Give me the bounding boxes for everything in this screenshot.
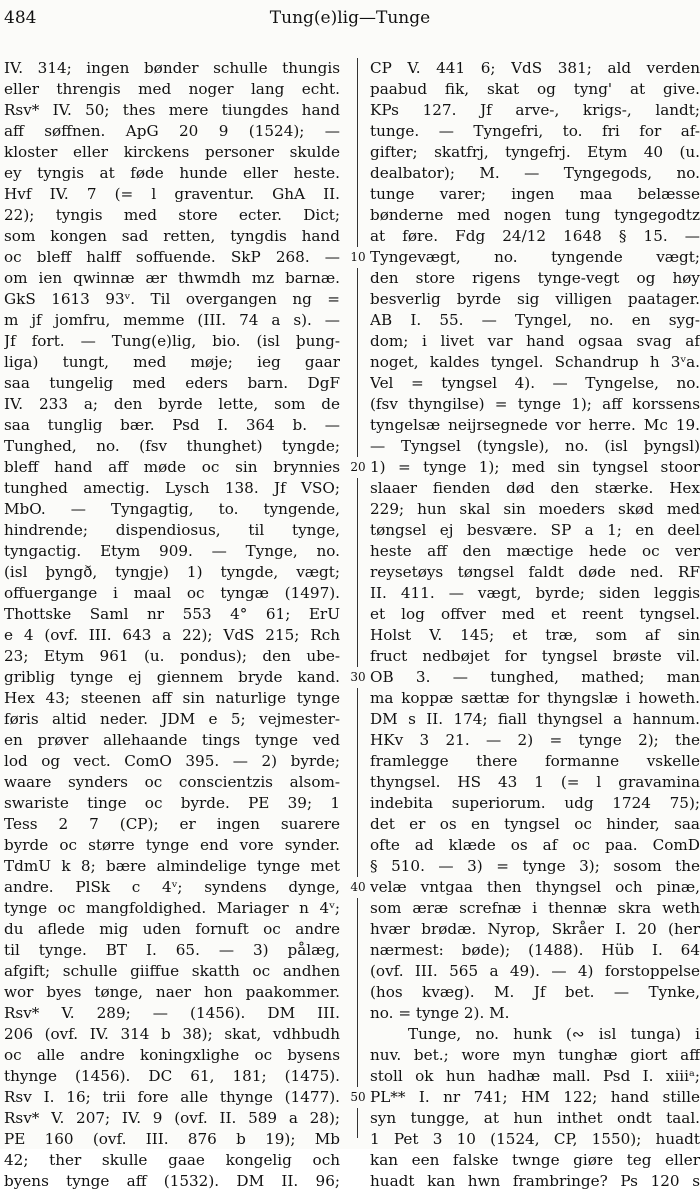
text-line: Rsv* IV. 50; thes mere tiungdes hand [4, 101, 340, 119]
text-line: en prøver allehaande tings tynge ved [4, 731, 340, 749]
text-line: dealbator); M. — Tyngegods, no. [370, 164, 700, 182]
text-line: wor byes tønge, naer hon paakommer. [4, 983, 340, 1001]
text-line: heste aff den mæctige hede oc ver [370, 542, 700, 560]
text-line: liga) tungt, med møje; ieg gaar [4, 353, 340, 371]
text-line: det er os en tyngsel oc hinder, saa [370, 815, 700, 833]
line-number: 30 [347, 667, 369, 688]
text-line: OB 3. — tunghed, mathed; man [370, 668, 700, 686]
text-line: tunge varer; ingen maa belæsse [370, 185, 700, 203]
text-line: føris altid neder. JDM e 5; vejmester- [4, 710, 340, 728]
text-line: Vel = tyngsel 4). — Tyngelse, no. [370, 374, 700, 392]
text-line: tyngactig. Etym 909. — Tynge, no. [4, 542, 340, 560]
text-line: afgift; schulle giiffue skatth oc andhen [4, 962, 340, 980]
text-line: saa tunglig bær. Psd I. 364 b. — [4, 416, 340, 434]
text-line: som kongen sad retten, tyngdis hand [4, 227, 340, 245]
text-line: 22); tyngis med store ecter. Dict; [4, 206, 340, 224]
text-line: Thottske Saml nr 553 4° 61; ErU [4, 605, 340, 623]
line-number: 20 [347, 457, 369, 478]
line-number: 40 [347, 877, 369, 898]
text-line: TdmU k 8; bære almindelige tynge met [4, 857, 340, 875]
text-line: byrde oc større tynge end vore synder. [4, 836, 340, 854]
text-line: Hex 43; steenen aff sin naturlige tynge [4, 689, 340, 707]
text-line: stoll ok hun hadhæ mall. Psd I. xiiiᵃ; [370, 1067, 700, 1085]
text-line: gifter; skatfrj, tyngefrj. Etym 40 (u. [370, 143, 700, 161]
text-line: DM s II. 174; fiall thyngsel a hannum. [370, 710, 700, 728]
text-line: hvær brødæ. Nyrop, Skråer I. 20 (her [370, 920, 700, 938]
text-line: — Tyngsel (tyngsle), no. (isl þyngsl) [370, 437, 700, 455]
text-line: Tunghed, no. (fsv thunghet) tyngde; [4, 437, 340, 455]
text-line: dom; i livet var hand ogsaa svag af [370, 332, 700, 350]
text-line: Rsv I. 16; trii fore alle thynge (1477). [4, 1088, 340, 1106]
running-head: Tung(e)lig—Tunge [269, 8, 431, 28]
text-line: syn tungge, at hun inthet ondt taal. [370, 1109, 700, 1127]
right-column [370, 58, 700, 1192]
text-line: tunghed amectig. Lysch 138. Jf VSO; [4, 479, 340, 497]
line-number: 50 [347, 1087, 369, 1108]
text-line: griblig tynge ej giennem bryde kand. [4, 668, 340, 686]
text-line: et log offver med et reent tyngsel. [370, 605, 700, 623]
text-line: 42; ther skulle gaae kongelig och [4, 1151, 340, 1169]
text-line: ofte ad klæde os af oc paa. ComD [370, 836, 700, 854]
text-line: nærmest: bøde); (1488). Hüb I. 64 [370, 941, 700, 959]
text-line: paabud fik, skat og tyng' at give. [370, 80, 700, 98]
text-line: aff søffnen. ApG 20 9 (1524); — [4, 122, 340, 140]
text-line: HKv 3 21. — 2) = tynge 2); the [370, 731, 700, 749]
text-line: Tess 2 7 (CP); er ingen suarere [4, 815, 340, 833]
text-line: Rsv* V. 289; — (1456). DM III. [4, 1004, 340, 1022]
text-line: Jf fort. — Tung(e)lig, bio. (isl þung- [4, 332, 340, 350]
text-line: PE 160 (ovf. III. 876 b 19); Mb [4, 1130, 340, 1148]
text-line: (ovf. III. 565 a 49). — 4) forstoppelse [370, 962, 700, 980]
text-line: velæ vntgaa then thyngsel och pinæ, [370, 878, 700, 896]
text-line: hindrende; dispendiosus, til tynge, [4, 521, 340, 539]
text-line: 23; Etym 961 (u. pondus); den ube- [4, 647, 340, 665]
text-line: GkS 1613 93ᵛ. Til overgangen ng = [4, 290, 340, 308]
text-line: Tyngevægt, no. tyngende vægt; [370, 248, 700, 266]
text-line: huadt kan hwn frambringe? Ps 120 s [370, 1172, 700, 1190]
text-line: indebita superiorum. udg 1724 75); [370, 794, 700, 812]
text-line: offuergange i maal oc tyngæ (1497). [4, 584, 340, 602]
text-line: 206 (ovf. IV. 314 b 38); skat, vdhbudh [4, 1025, 340, 1043]
text-line: AB I. 55. — Tyngel, no. en syg- [370, 311, 700, 329]
text-line: tunge. — Tyngefri, to. fri for af- [370, 122, 700, 140]
text-line: (hos kvæg). M. Jf bet. — Tynke, [370, 983, 700, 1001]
text-line: MbO. — Tyngagtig, to. tyngende, [4, 500, 340, 518]
text-line: bønderne med nogen tung tyngegodtz [370, 206, 700, 224]
page-number: 484 [4, 8, 37, 28]
text-line: eller threngis med noger lang echt. [4, 80, 340, 98]
text-line: Hvf IV. 7 (= l graventur. GhA II. [4, 185, 340, 203]
text-line: tyngelsæ neijrsegnede vor herre. Mc 19. [370, 416, 700, 434]
text-line: 229; hun skal sin moeders skød med [370, 500, 700, 518]
text-line: 1 Pet 3 10 (1524, CP, 1550); huadt [370, 1130, 700, 1148]
text-line: at føre. Fdg 24/12 1648 § 15. — [370, 227, 700, 245]
text-line: PL** I. nr 741; HM 122; hand stille [370, 1088, 700, 1106]
text-line: kan een falske twnge giøre teg eller [370, 1151, 700, 1169]
text-line: den store rigens tynge-vegt og høy [370, 269, 700, 287]
text-line: oc alle andre koningxlighe oc bysens [4, 1046, 340, 1064]
text-line: bleff hand aff møde oc sin brynnies [4, 458, 340, 476]
text-line: KPs 127. Jf arve-, krigs-, landt; [370, 101, 700, 119]
text-line: IV. 233 a; den byrde lette, som de [4, 395, 340, 413]
text-line: waare synders oc conscientzis alsom- [4, 773, 340, 791]
text-line: besverlig byrde sig villigen paatager. [370, 290, 700, 308]
text-line: om ien qwinnæ ær thwmdh mz barnæ. [4, 269, 340, 287]
text-line: II. 411. — vægt, byrde; siden leggis [370, 584, 700, 602]
text-line: m jf jomfru, memme (III. 74 a s). — [4, 311, 340, 329]
text-line: thyngsel. HS 43 1 (= l gravamina [370, 773, 700, 791]
text-line: andre. PlSk c 4ᵛ; syndens dynge, [4, 878, 340, 896]
text-line: tynge oc mangfoldighed. Mariager n 4ᵛ; [4, 899, 340, 917]
text-line: CP V. 441 6; VdS 381; ald verden [370, 59, 700, 77]
line-number: 10 [347, 247, 369, 268]
text-line: IV. 314; ingen bønder schulle thungis [4, 59, 340, 77]
column-divider [357, 58, 358, 1138]
text-line: nuv. bet.; wore myn tunghæ giort aff [370, 1046, 700, 1064]
text-line: til tynge. BT I. 65. — 3) pålæg, [4, 941, 340, 959]
text-line: Rsv* V. 207; IV. 9 (ovf. II. 589 a 28); [4, 1109, 340, 1127]
text-line: som æræ screfnæ i thennæ skra weth [370, 899, 700, 917]
text-line: tøngsel ej besvære. SP a 1; en deel [370, 521, 700, 539]
text-line: saa tungelig med eders barn. DgF [4, 374, 340, 392]
text-line: (isl þyngð, tyngje) 1) tyngde, vægt; [4, 563, 340, 581]
text-line: lod og vect. ComO 395. — 2) byrde; [4, 752, 340, 770]
text-line: § 510. — 3) = tynge 3); sosom the [370, 857, 700, 875]
text-line: oc bleff halff soffuende. SkP 268. — [4, 248, 340, 266]
text-line: (fsv thyngilse) = tynge 1); aff korssens [370, 395, 700, 413]
text-line: fruct nedbøjet for tyngsel brøste vil. [370, 647, 700, 665]
text-line: slaaer fienden død den stærke. Hex [370, 479, 700, 497]
text-line: ey tyngis at føde hunde eller heste. [4, 164, 340, 182]
text-line: ma koppæ sættæ for thyngslæ i howeth. [370, 689, 700, 707]
text-line: byens tynge aff (1532). DM II. 96; [4, 1172, 340, 1190]
text-line: swariste tinge oc byrde. PE 39; 1 [4, 794, 340, 812]
text-line: no. = tynge 2). M. [370, 1004, 510, 1022]
text-line: noget, kaldes tyngel. Schandrup h 3ᵛa. [370, 353, 700, 371]
text-line: e 4 (ovf. III. 643 a 22); VdS 215; Rch [4, 626, 340, 644]
text-line: 1) = tynge 1); med sin tyngsel stoor [370, 458, 700, 476]
text-line: framlegge there formanne vskelle [370, 752, 700, 770]
left-column [4, 58, 340, 1192]
text-line: kloster eller kirckens personer skulde [4, 143, 340, 161]
text-line: reysetøys tøngsel faldt døde ned. RF [370, 563, 700, 581]
text-line: Holst V. 145; et træ, som af sin [370, 626, 700, 644]
text-line: thynge (1456). DC 61, 181; (1475). [4, 1067, 340, 1085]
text-line: du aflede mig uden fornuft oc andre [4, 920, 340, 938]
text-line: Tunge, no. hunk (∾ isl tunga) i [408, 1025, 700, 1043]
